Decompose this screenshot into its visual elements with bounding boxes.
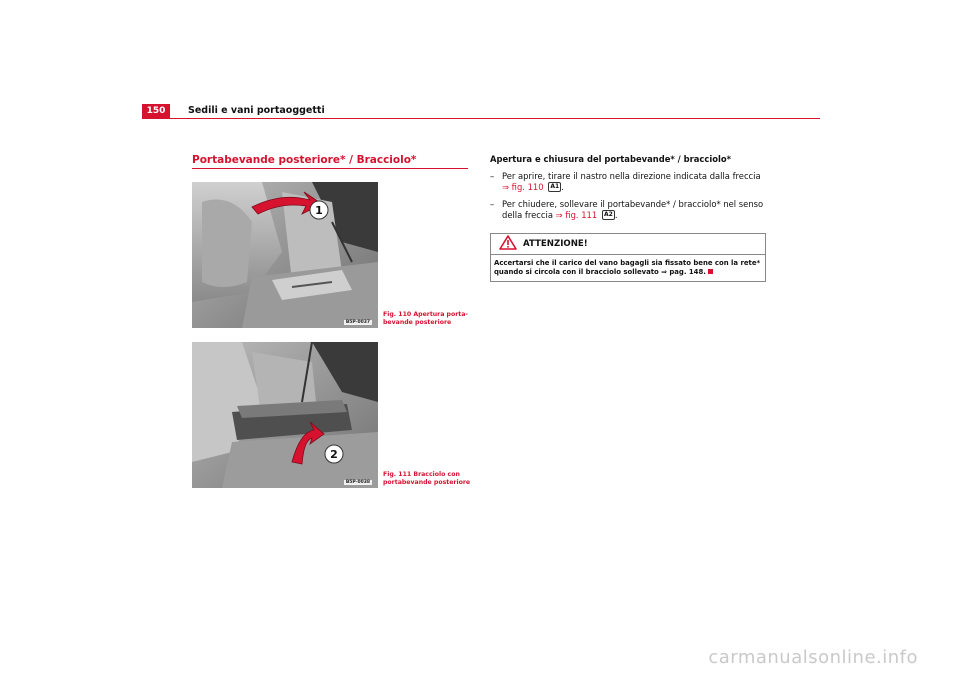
callout-marker: A2 bbox=[602, 210, 615, 220]
warning-text: Accertarsi che il carico del vano bagagli sia fissato bene con la rete* quando si circola con il bracciolo sollevato ⇒ pag. 148. bbox=[494, 259, 761, 276]
section-title: Portabevande posteriore* / Bracciolo* bbox=[192, 154, 417, 166]
warning-title: ATTENZIONE! bbox=[523, 238, 588, 249]
figure-110-code: B5P-0037 bbox=[345, 320, 370, 325]
end-of-section-icon bbox=[708, 269, 713, 274]
instruction-step bbox=[490, 199, 766, 221]
warning-box bbox=[490, 233, 766, 282]
step-end: . bbox=[561, 182, 564, 192]
figure-110-callout: 1 bbox=[315, 204, 323, 217]
watermark: carmanualsonline.info bbox=[708, 647, 918, 668]
figure-110-image bbox=[192, 182, 378, 328]
instruction-step bbox=[490, 171, 766, 193]
figure-111-code: B5P-0038 bbox=[345, 480, 370, 485]
step-text: Per aprire, tirare il nastro nella direzione indicata dalla freccia bbox=[502, 171, 761, 181]
chapter-title: Sedili e vani portaoggetti bbox=[188, 105, 325, 116]
page-number: 150 bbox=[142, 104, 170, 118]
step-end: . bbox=[614, 210, 618, 220]
section-divider bbox=[192, 168, 468, 169]
figure-reference-link[interactable]: ⇒ fig. 110 bbox=[502, 182, 544, 192]
step-dash: – bbox=[490, 199, 495, 209]
step-text: Per chiudere, sollevare il portabevande* / bracciolo* nel senso della freccia bbox=[502, 199, 764, 220]
figure-111-caption: Fig. 111 Bracciolo con portabevande posteriore bbox=[383, 471, 471, 486]
callout-marker: A1 bbox=[548, 182, 561, 192]
header-divider bbox=[142, 118, 820, 119]
figure-111-image bbox=[192, 342, 378, 488]
figure-reference-link[interactable]: ⇒ fig. 111 bbox=[555, 210, 598, 220]
step-dash: – bbox=[490, 171, 495, 181]
figure-111-callout: 2 bbox=[330, 448, 338, 461]
instructions-heading: Apertura e chiusura del portabevande* / bracciolo* bbox=[490, 154, 731, 164]
figure-110-caption: Fig. 110 Apertura porta-bevande posteriore bbox=[383, 311, 468, 326]
instructions-column bbox=[490, 154, 766, 282]
warning-icon bbox=[499, 235, 517, 253]
